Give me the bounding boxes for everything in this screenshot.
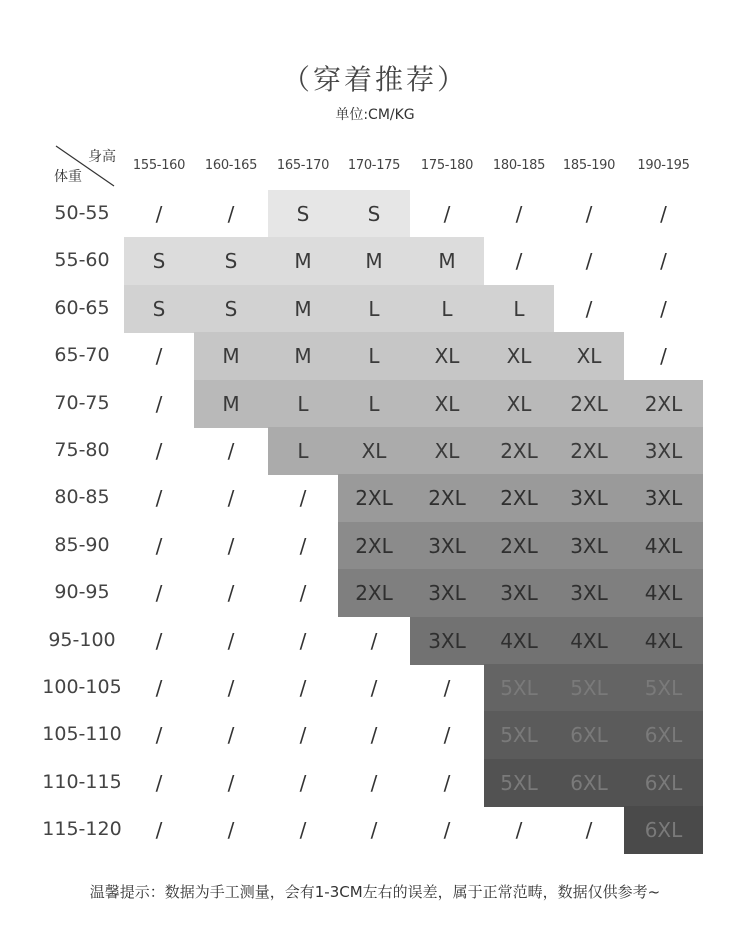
weight-axis-label: 体重 xyxy=(54,169,82,185)
size-cell xyxy=(554,522,624,570)
size-value: / xyxy=(515,249,523,274)
size-value: / xyxy=(227,628,235,653)
size-cell xyxy=(484,190,554,238)
size-cell xyxy=(554,190,624,238)
size-value: S xyxy=(152,249,166,274)
size-value: XL xyxy=(506,391,532,416)
size-value: / xyxy=(299,818,307,843)
chart-title: （穿着推荐） xyxy=(281,63,468,96)
size-cell xyxy=(194,237,268,285)
size-cell xyxy=(338,664,410,712)
size-cell xyxy=(268,285,338,333)
size-value: 6XL xyxy=(570,723,608,748)
size-value: XL xyxy=(506,344,532,369)
size-value: 6XL xyxy=(644,723,683,748)
size-value: / xyxy=(299,628,307,653)
size-value: / xyxy=(585,818,593,843)
size-cell xyxy=(624,285,703,333)
size-value: / xyxy=(443,818,451,843)
size-cell xyxy=(124,806,194,854)
size-cell xyxy=(124,380,194,428)
size-cell xyxy=(268,474,338,522)
size-cell xyxy=(554,664,624,712)
size-cell xyxy=(410,711,484,759)
size-value: L xyxy=(441,296,453,321)
size-cell xyxy=(554,474,624,522)
size-cell xyxy=(410,522,484,570)
size-value: XL xyxy=(434,439,460,463)
size-cell xyxy=(124,522,194,570)
size-cell xyxy=(268,617,338,665)
footnote: 温馨提示：数据为手工测量，会有1-3CM左右的误差，属于正常范畴，数据仅供参考~ xyxy=(89,883,661,901)
size-cell xyxy=(410,332,484,380)
size-cell xyxy=(124,427,194,475)
size-cell xyxy=(338,190,410,238)
row-weight-label: 110-115 xyxy=(42,770,122,793)
size-value: M xyxy=(222,344,240,369)
size-cell xyxy=(124,711,194,759)
size-value: XL xyxy=(576,344,602,369)
size-value: / xyxy=(299,676,307,700)
size-value: S xyxy=(152,296,166,321)
row-weight-label: 105-110 xyxy=(42,723,122,746)
size-cell xyxy=(624,190,703,238)
size-cell xyxy=(268,332,338,380)
size-value: L xyxy=(368,344,380,369)
size-value: / xyxy=(227,486,235,511)
size-value: 2XL xyxy=(500,533,538,558)
size-cell xyxy=(124,332,194,380)
size-cell xyxy=(624,759,703,807)
size-value: 3XL xyxy=(428,581,466,606)
size-value: / xyxy=(660,296,667,321)
size-value: / xyxy=(155,818,163,843)
size-value: / xyxy=(227,581,235,606)
size-value: 2XL xyxy=(500,439,538,463)
size-value: 2XL xyxy=(500,486,538,511)
size-cell xyxy=(410,617,484,665)
size-cell xyxy=(624,427,703,475)
size-cell xyxy=(194,285,268,333)
size-value: 2XL xyxy=(355,581,393,606)
size-cell xyxy=(124,664,194,712)
size-cell xyxy=(410,190,484,238)
size-cell xyxy=(268,522,338,570)
size-value: 2XL xyxy=(355,486,393,511)
size-cell xyxy=(194,190,268,238)
size-value: / xyxy=(370,818,378,843)
size-value: L xyxy=(368,296,380,321)
size-value: 5XL xyxy=(500,676,538,700)
size-value: / xyxy=(585,296,593,321)
size-value: / xyxy=(155,628,163,653)
row-weight-label: 60-65 xyxy=(54,296,110,319)
size-value: 3XL xyxy=(428,628,466,653)
size-value: / xyxy=(515,818,523,843)
size-value: L xyxy=(297,391,309,416)
size-cell xyxy=(410,664,484,712)
size-value: S xyxy=(224,249,238,274)
size-value: / xyxy=(370,770,378,795)
size-cell xyxy=(194,332,268,380)
size-cell xyxy=(268,806,338,854)
size-cell xyxy=(624,617,703,665)
size-cell xyxy=(484,664,554,712)
column-header: 160-165 xyxy=(204,158,258,173)
size-cell xyxy=(624,474,703,522)
size-value: / xyxy=(155,202,163,226)
size-cell xyxy=(124,190,194,238)
size-cell xyxy=(410,285,484,333)
size-value: M xyxy=(294,296,312,321)
size-cell xyxy=(268,380,338,428)
size-value: 3XL xyxy=(644,439,683,463)
size-value: M xyxy=(294,249,312,274)
size-value: / xyxy=(299,723,307,748)
size-value: 3XL xyxy=(570,533,608,558)
size-value: 4XL xyxy=(644,533,683,558)
row-weight-label: 50-55 xyxy=(54,202,110,224)
size-cell xyxy=(624,806,703,854)
size-value: / xyxy=(515,202,523,226)
size-cell xyxy=(194,617,268,665)
size-value: / xyxy=(660,344,667,369)
size-cell xyxy=(624,237,703,285)
row-weight-label: 65-70 xyxy=(54,344,110,367)
size-value: / xyxy=(299,770,307,795)
size-cell xyxy=(554,380,624,428)
size-value: 6XL xyxy=(644,818,683,843)
table-corner-header xyxy=(54,144,116,188)
size-value: / xyxy=(443,770,451,795)
size-cell xyxy=(194,522,268,570)
size-cell xyxy=(624,522,703,570)
size-value: 3XL xyxy=(570,486,608,511)
size-value: M xyxy=(438,249,456,274)
size-cell xyxy=(410,237,484,285)
size-value: 4XL xyxy=(644,581,683,606)
row-weight-label: 80-85 xyxy=(54,486,110,509)
size-cell xyxy=(338,617,410,665)
size-value: 4XL xyxy=(500,628,538,653)
size-cell xyxy=(554,711,624,759)
size-value: 6XL xyxy=(644,770,683,795)
size-cell xyxy=(410,427,484,475)
size-cell xyxy=(554,806,624,854)
size-cell xyxy=(338,759,410,807)
size-cell xyxy=(484,617,554,665)
size-cell xyxy=(338,427,410,475)
size-cell xyxy=(554,237,624,285)
size-value: M xyxy=(294,344,312,369)
size-value: / xyxy=(155,676,163,700)
size-cell xyxy=(268,190,338,238)
size-cell xyxy=(410,759,484,807)
size-value: 4XL xyxy=(644,628,683,653)
size-cell xyxy=(338,332,410,380)
size-cell xyxy=(338,522,410,570)
size-cell xyxy=(554,427,624,475)
size-value: / xyxy=(299,533,307,558)
size-value: / xyxy=(299,486,307,511)
size-value: 5XL xyxy=(644,676,683,700)
column-header: 170-175 xyxy=(347,158,401,173)
size-cell xyxy=(484,427,554,475)
size-value: / xyxy=(155,723,163,748)
size-cell xyxy=(124,474,194,522)
size-value: / xyxy=(443,676,451,700)
size-value: M xyxy=(222,391,240,416)
size-value: / xyxy=(155,439,163,463)
size-cell xyxy=(194,806,268,854)
row-weight-label: 115-120 xyxy=(42,818,122,841)
row-weight-label: 100-105 xyxy=(42,676,122,698)
size-value: / xyxy=(155,486,163,511)
size-value: / xyxy=(227,676,235,700)
size-cell xyxy=(338,806,410,854)
column-header: 185-190 xyxy=(562,158,616,173)
column-header: 180-185 xyxy=(492,158,546,173)
row-weight-label: 85-90 xyxy=(54,533,110,556)
size-value: / xyxy=(443,723,451,748)
size-value: / xyxy=(443,202,451,226)
size-value: S xyxy=(296,202,310,226)
size-cell xyxy=(554,759,624,807)
size-value: M xyxy=(365,249,383,274)
size-cell xyxy=(554,285,624,333)
column-header: 175-180 xyxy=(420,158,474,173)
size-cell xyxy=(338,569,410,617)
size-cell xyxy=(484,806,554,854)
size-value: / xyxy=(155,581,163,606)
size-cell xyxy=(484,474,554,522)
size-value: XL xyxy=(434,391,460,416)
size-cell xyxy=(268,569,338,617)
size-cell xyxy=(484,380,554,428)
row-weight-label: 90-95 xyxy=(54,581,110,604)
size-cell xyxy=(410,380,484,428)
size-cell xyxy=(554,617,624,665)
size-cell xyxy=(624,332,703,380)
size-value: / xyxy=(227,818,235,843)
size-value: S xyxy=(367,202,381,226)
row-weight-label: 70-75 xyxy=(54,391,110,414)
size-value: / xyxy=(155,391,163,416)
size-cell xyxy=(194,759,268,807)
size-value: / xyxy=(660,202,667,226)
size-value: / xyxy=(227,533,235,558)
size-cell xyxy=(624,569,703,617)
size-cell xyxy=(268,427,338,475)
size-value: / xyxy=(227,723,235,748)
size-value: / xyxy=(155,533,163,558)
size-cell xyxy=(268,664,338,712)
size-value: 3XL xyxy=(570,581,608,606)
size-cell xyxy=(554,332,624,380)
size-cell xyxy=(624,711,703,759)
size-cell xyxy=(484,332,554,380)
size-cell xyxy=(484,711,554,759)
size-value: / xyxy=(155,344,163,369)
size-value: 5XL xyxy=(500,770,538,795)
size-value: 5XL xyxy=(570,676,608,700)
size-value: / xyxy=(370,723,378,748)
size-cell xyxy=(624,380,703,428)
size-cell xyxy=(554,569,624,617)
unit-label: 单位:CM/KG xyxy=(335,107,415,123)
size-value: / xyxy=(370,628,378,653)
size-cell xyxy=(124,285,194,333)
size-value: S xyxy=(224,296,238,321)
size-cell xyxy=(194,664,268,712)
size-cell xyxy=(268,759,338,807)
size-value: 6XL xyxy=(570,770,608,795)
size-cell xyxy=(124,617,194,665)
size-value: 2XL xyxy=(570,439,608,463)
size-cell xyxy=(410,806,484,854)
size-value: 2XL xyxy=(570,391,608,416)
height-axis-label: 身高 xyxy=(88,149,116,165)
size-cell xyxy=(410,474,484,522)
size-cell xyxy=(484,522,554,570)
size-value: XL xyxy=(361,439,387,463)
size-value: / xyxy=(585,249,593,274)
size-cell xyxy=(194,711,268,759)
size-value: / xyxy=(585,202,593,226)
size-cell xyxy=(484,759,554,807)
size-value: / xyxy=(370,676,378,700)
size-value: L xyxy=(297,439,309,463)
row-weight-label: 55-60 xyxy=(54,249,110,272)
size-cell xyxy=(194,427,268,475)
size-cell xyxy=(194,569,268,617)
size-value: L xyxy=(368,391,380,416)
size-value: 2XL xyxy=(355,533,393,558)
size-cell xyxy=(124,569,194,617)
row-weight-label: 75-80 xyxy=(54,439,110,461)
size-cell xyxy=(484,569,554,617)
size-cell xyxy=(124,759,194,807)
size-value: L xyxy=(513,296,525,321)
size-cell xyxy=(194,380,268,428)
column-header: 190-195 xyxy=(637,158,690,173)
size-value: / xyxy=(227,202,235,226)
size-cell xyxy=(338,237,410,285)
size-value: 4XL xyxy=(570,628,608,653)
size-cell xyxy=(268,237,338,285)
size-value: / xyxy=(299,581,307,606)
size-value: / xyxy=(660,249,667,274)
size-cell xyxy=(410,569,484,617)
size-value: 3XL xyxy=(500,581,538,606)
size-value: 2XL xyxy=(428,486,466,511)
size-cell xyxy=(338,711,410,759)
size-value: XL xyxy=(434,344,460,369)
size-value: / xyxy=(227,770,235,795)
size-cell xyxy=(338,285,410,333)
size-cell xyxy=(338,380,410,428)
size-cell xyxy=(194,474,268,522)
size-cell xyxy=(338,474,410,522)
row-weight-label: 95-100 xyxy=(48,628,116,651)
size-value: / xyxy=(227,439,235,463)
size-cell xyxy=(268,711,338,759)
size-value: 5XL xyxy=(500,723,538,748)
size-cell xyxy=(124,237,194,285)
column-header: 155-160 xyxy=(132,158,186,173)
column-header: 165-170 xyxy=(276,158,330,173)
size-cell xyxy=(624,664,703,712)
size-cell xyxy=(484,285,554,333)
size-value: 3XL xyxy=(644,486,683,511)
size-value: / xyxy=(155,770,163,795)
size-value: 3XL xyxy=(428,533,466,558)
size-cell xyxy=(484,237,554,285)
size-value: 2XL xyxy=(644,391,683,416)
